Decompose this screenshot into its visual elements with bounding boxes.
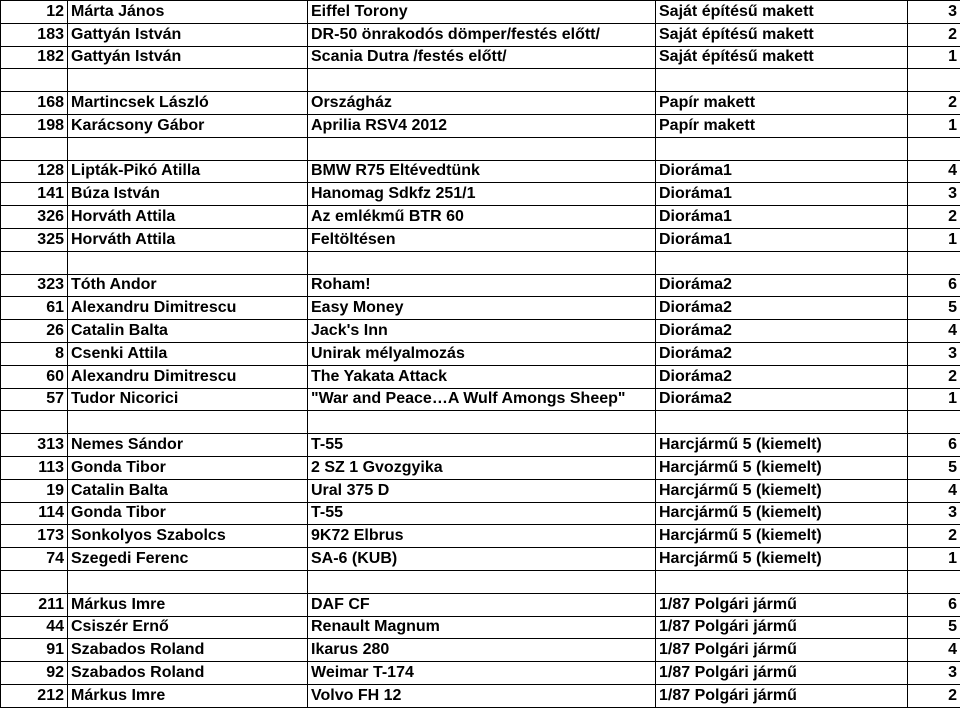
category-cell: Saját építésű makett <box>656 23 908 46</box>
table-row <box>1 274 960 297</box>
table-row <box>1 479 960 502</box>
placement-cell: 3 <box>908 662 960 685</box>
category-cell: Harcjármű 5 (kiemelt) <box>656 548 908 571</box>
entry-number-cell: 211 <box>1 593 68 616</box>
competitor-name-cell: Horváth Attila <box>68 228 308 251</box>
placement-cell: 2 <box>908 684 960 707</box>
table-row <box>1 92 960 115</box>
entry-number-cell: 12 <box>1 1 68 24</box>
competitor-name-cell: Tóth Andor <box>68 274 308 297</box>
competitor-name-cell: Karácsony Gábor <box>68 114 308 137</box>
model-title-cell: Ikarus 280 <box>308 639 656 662</box>
entry-number-cell: 61 <box>1 297 68 320</box>
placement-cell: 3 <box>908 342 960 365</box>
category-cell: Dioráma2 <box>656 320 908 343</box>
competitor-name-cell: Csenki Attila <box>68 342 308 365</box>
placement-cell <box>908 411 960 434</box>
category-cell: Dioráma1 <box>656 183 908 206</box>
entry-number-cell: 325 <box>1 228 68 251</box>
category-cell: Dioráma2 <box>656 388 908 411</box>
model-title-cell: Scania Dutra /festés előtt/ <box>308 46 656 69</box>
category-cell <box>656 411 908 434</box>
competitor-name-cell: Szabados Roland <box>68 639 308 662</box>
table-row <box>1 160 960 183</box>
spacer-row <box>1 137 960 160</box>
model-title-cell: Hanomag Sdkfz 251/1 <box>308 183 656 206</box>
table-row <box>1 228 960 251</box>
placement-cell <box>908 570 960 593</box>
category-cell: Harcjármű 5 (kiemelt) <box>656 456 908 479</box>
model-title-cell: Renault Magnum <box>308 616 656 639</box>
model-title-cell: Eiffel Torony <box>308 1 656 24</box>
model-title-cell: 9K72 Elbrus <box>308 525 656 548</box>
model-title-cell: The Yakata Attack <box>308 365 656 388</box>
entry-number-cell <box>1 570 68 593</box>
category-cell: 1/87 Polgári jármű <box>656 639 908 662</box>
table-row <box>1 320 960 343</box>
placement-cell: 1 <box>908 114 960 137</box>
entry-number-cell: 323 <box>1 274 68 297</box>
category-cell: Harcjármű 5 (kiemelt) <box>656 479 908 502</box>
competitor-name-cell: Csiszér Ernő <box>68 616 308 639</box>
placement-cell: 6 <box>908 274 960 297</box>
category-cell: Papír makett <box>656 114 908 137</box>
table-row <box>1 365 960 388</box>
competitor-name-cell: Martincsek László <box>68 92 308 115</box>
category-cell <box>656 69 908 92</box>
category-cell: Harcjármű 5 (kiemelt) <box>656 434 908 457</box>
model-title-cell: Jack's Inn <box>308 320 656 343</box>
model-title-cell: "War and Peace…A Wulf Amongs Sheep" <box>308 388 656 411</box>
placement-cell <box>908 137 960 160</box>
model-title-cell: DAF CF <box>308 593 656 616</box>
model-title-cell <box>308 69 656 92</box>
competitor-name-cell: Catalin Balta <box>68 479 308 502</box>
category-cell: Dioráma2 <box>656 274 908 297</box>
table-row <box>1 388 960 411</box>
placement-cell: 1 <box>908 46 960 69</box>
placement-cell: 5 <box>908 456 960 479</box>
spacer-row <box>1 251 960 274</box>
placement-cell: 1 <box>908 388 960 411</box>
competitor-name-cell: Lipták-Pikó Atilla <box>68 160 308 183</box>
entry-number-cell: 173 <box>1 525 68 548</box>
entry-number-cell: 141 <box>1 183 68 206</box>
model-title-cell <box>308 137 656 160</box>
model-title-cell: 2 SZ 1 Gvozgyika <box>308 456 656 479</box>
entry-number-cell: 44 <box>1 616 68 639</box>
competitor-name-cell: Márkus Imre <box>68 684 308 707</box>
category-cell: Dioráma2 <box>656 342 908 365</box>
competitor-name-cell: Horváth Attila <box>68 206 308 229</box>
category-cell: Dioráma1 <box>656 206 908 229</box>
entry-number-cell: 91 <box>1 639 68 662</box>
entry-number-cell: 74 <box>1 548 68 571</box>
competitor-name-cell <box>68 570 308 593</box>
category-cell: 1/87 Polgári jármű <box>656 616 908 639</box>
competitor-name-cell: Gattyán István <box>68 23 308 46</box>
category-cell: Harcjármű 5 (kiemelt) <box>656 525 908 548</box>
placement-cell: 4 <box>908 160 960 183</box>
model-title-cell: BMW R75 Eltévedtünk <box>308 160 656 183</box>
table-row <box>1 593 960 616</box>
model-title-cell: SA-6 (KUB) <box>308 548 656 571</box>
competitor-name-cell: Alexandru Dimitrescu <box>68 297 308 320</box>
entry-number-cell: 182 <box>1 46 68 69</box>
table-row <box>1 23 960 46</box>
placement-cell <box>908 251 960 274</box>
entry-number-cell: 60 <box>1 365 68 388</box>
entry-number-cell <box>1 411 68 434</box>
placement-cell: 2 <box>908 525 960 548</box>
table-row <box>1 502 960 525</box>
placement-cell: 5 <box>908 297 960 320</box>
entry-number-cell: 8 <box>1 342 68 365</box>
table-row <box>1 114 960 137</box>
competitor-name-cell: Gattyán István <box>68 46 308 69</box>
entry-number-cell: 113 <box>1 456 68 479</box>
model-title-cell: T-55 <box>308 434 656 457</box>
model-title-cell: Az emlékmű BTR 60 <box>308 206 656 229</box>
entry-number-cell: 114 <box>1 502 68 525</box>
placement-cell: 4 <box>908 639 960 662</box>
entry-number-cell: 92 <box>1 662 68 685</box>
model-title-cell <box>308 411 656 434</box>
table-row <box>1 297 960 320</box>
model-title-cell: Volvo FH 12 <box>308 684 656 707</box>
table-row <box>1 662 960 685</box>
competitor-name-cell: Gonda Tibor <box>68 456 308 479</box>
entry-number-cell: 326 <box>1 206 68 229</box>
spacer-row <box>1 570 960 593</box>
category-cell: Papír makett <box>656 92 908 115</box>
table-row <box>1 434 960 457</box>
placement-cell: 1 <box>908 548 960 571</box>
category-cell: Saját építésű makett <box>656 1 908 24</box>
placement-cell: 3 <box>908 1 960 24</box>
spacer-row <box>1 69 960 92</box>
category-cell <box>656 251 908 274</box>
entry-number-cell: 313 <box>1 434 68 457</box>
category-cell: Dioráma1 <box>656 160 908 183</box>
entry-number-cell: 128 <box>1 160 68 183</box>
category-cell: Dioráma2 <box>656 297 908 320</box>
category-cell: Dioráma2 <box>656 365 908 388</box>
entry-number-cell: 57 <box>1 388 68 411</box>
competitor-name-cell: Catalin Balta <box>68 320 308 343</box>
table-row <box>1 525 960 548</box>
entry-number-cell: 19 <box>1 479 68 502</box>
category-cell: Saját építésű makett <box>656 46 908 69</box>
placement-cell: 6 <box>908 593 960 616</box>
competitor-name-cell: Búza István <box>68 183 308 206</box>
competitor-name-cell <box>68 69 308 92</box>
table-row <box>1 46 960 69</box>
competitor-name-cell: Sonkolyos Szabolcs <box>68 525 308 548</box>
competitor-name-cell <box>68 411 308 434</box>
competitor-name-cell: Szabados Roland <box>68 662 308 685</box>
category-cell <box>656 570 908 593</box>
competitor-name-cell: Szegedi Ferenc <box>68 548 308 571</box>
model-title-cell: Easy Money <box>308 297 656 320</box>
placement-cell: 6 <box>908 434 960 457</box>
competitor-name-cell: Gonda Tibor <box>68 502 308 525</box>
model-title-cell: DR-50 önrakodós dömper/festés előtt/ <box>308 23 656 46</box>
placement-cell: 3 <box>908 183 960 206</box>
category-cell: Dioráma1 <box>656 228 908 251</box>
model-title-cell: Feltöltésen <box>308 228 656 251</box>
placement-cell: 2 <box>908 365 960 388</box>
table-row <box>1 1 960 24</box>
placement-cell: 3 <box>908 502 960 525</box>
entry-number-cell: 183 <box>1 23 68 46</box>
table-row <box>1 206 960 229</box>
model-title-cell: Roham! <box>308 274 656 297</box>
competitor-name-cell: Alexandru Dimitrescu <box>68 365 308 388</box>
model-title-cell <box>308 570 656 593</box>
model-title-cell: T-55 <box>308 502 656 525</box>
placement-cell: 4 <box>908 320 960 343</box>
model-title-cell: Országház <box>308 92 656 115</box>
table-row <box>1 684 960 707</box>
model-title-cell <box>308 251 656 274</box>
competitor-name-cell: Márta János <box>68 1 308 24</box>
model-title-cell: Weimar T-174 <box>308 662 656 685</box>
model-title-cell: Ural 375 D <box>308 479 656 502</box>
competitor-name-cell: Nemes Sándor <box>68 434 308 457</box>
model-title-cell: Unirak mélyalmozás <box>308 342 656 365</box>
placement-cell: 1 <box>908 228 960 251</box>
entry-number-cell: 198 <box>1 114 68 137</box>
competitor-name-cell: Márkus Imre <box>68 593 308 616</box>
placement-cell <box>908 69 960 92</box>
entry-number-cell <box>1 137 68 160</box>
entry-number-cell <box>1 251 68 274</box>
placement-cell: 5 <box>908 616 960 639</box>
competitor-name-cell <box>68 137 308 160</box>
category-cell: 1/87 Polgári jármű <box>656 684 908 707</box>
entry-number-cell: 212 <box>1 684 68 707</box>
category-cell: Harcjármű 5 (kiemelt) <box>656 502 908 525</box>
entry-number-cell: 26 <box>1 320 68 343</box>
competitor-name-cell: Tudor Nicorici <box>68 388 308 411</box>
model-title-cell: Aprilia RSV4 2012 <box>308 114 656 137</box>
table-row <box>1 342 960 365</box>
competitor-name-cell <box>68 251 308 274</box>
placement-cell: 2 <box>908 23 960 46</box>
category-cell: 1/87 Polgári jármű <box>656 593 908 616</box>
spacer-row <box>1 411 960 434</box>
category-cell <box>656 137 908 160</box>
table-row <box>1 456 960 479</box>
table-row <box>1 183 960 206</box>
category-cell: 1/87 Polgári jármű <box>656 662 908 685</box>
entry-number-cell <box>1 69 68 92</box>
placement-cell: 4 <box>908 479 960 502</box>
results-table-body <box>1 1 960 708</box>
placement-cell: 2 <box>908 92 960 115</box>
placement-cell: 2 <box>908 206 960 229</box>
table-row <box>1 616 960 639</box>
table-row <box>1 639 960 662</box>
table-row <box>1 548 960 571</box>
entry-number-cell: 168 <box>1 92 68 115</box>
